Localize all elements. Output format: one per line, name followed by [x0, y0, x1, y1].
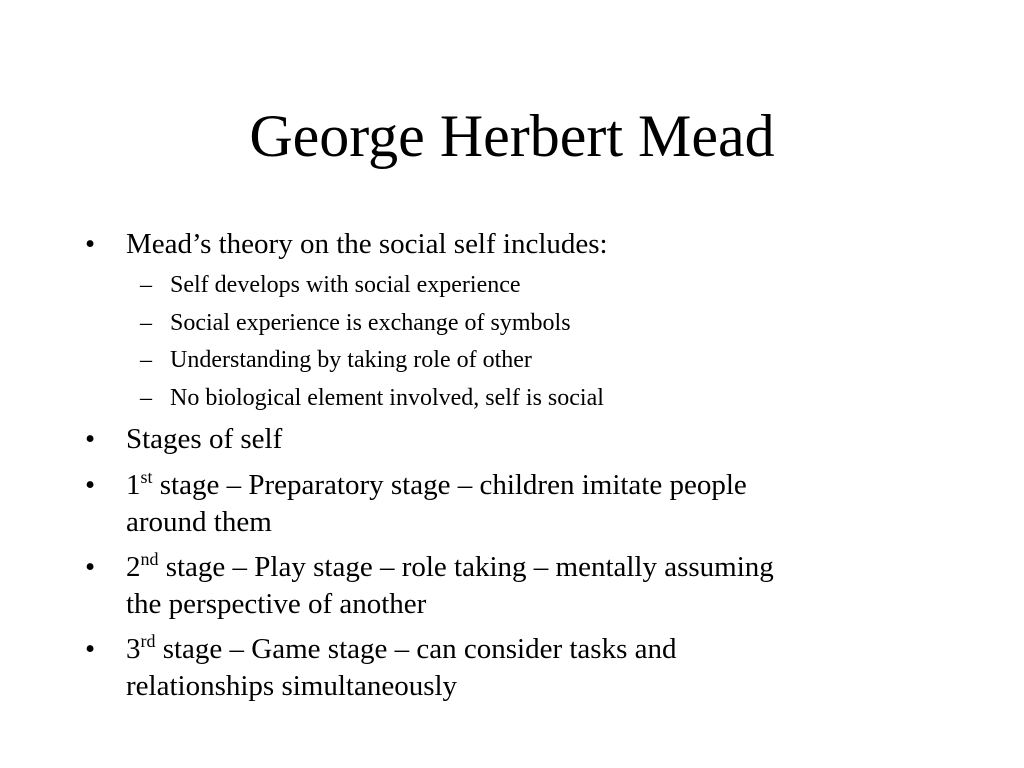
ordinal-number: 2: [126, 551, 141, 583]
bullet-text-line: around them: [126, 506, 272, 538]
sub-bullet-text: Understanding by taking role of other: [170, 347, 532, 373]
sub-bullet-marker: –: [140, 385, 152, 411]
bullet-text-line: stage – Play stage – role taking – mentally assuming: [158, 551, 774, 583]
bullet-text-line: stage – Preparatory stage – children imitate people: [152, 469, 747, 501]
ordinal-suffix: st: [140, 467, 153, 488]
bullet-text: [126, 549, 774, 586]
ordinal-suffix: rd: [140, 631, 156, 652]
bullet-marker: •: [85, 469, 96, 501]
slide-title: George Herbert Mead: [249, 103, 775, 169]
ordinal-number: 3: [126, 633, 141, 665]
sub-bullet-marker: –: [140, 347, 152, 373]
bullet-marker: •: [85, 551, 96, 583]
bullet-text: Mead’s theory on the social self includes:: [126, 228, 608, 260]
bullet-text-line: relationships simultaneously: [126, 670, 458, 702]
bullet-marker: •: [85, 228, 96, 260]
bullet-marker: •: [85, 633, 96, 665]
sub-bullet-text: Self develops with social experience: [170, 272, 521, 298]
ordinal-number: 1: [126, 469, 141, 501]
sub-bullet-marker: –: [140, 310, 152, 336]
bullet-text: [126, 631, 677, 668]
bullet-text-line: stage – Game stage – can consider tasks and: [155, 633, 677, 665]
bullet-marker: •: [85, 423, 96, 455]
ordinal-suffix: nd: [140, 549, 159, 570]
sub-bullet-text: Social experience is exchange of symbols: [170, 310, 571, 336]
sub-bullet-marker: –: [140, 272, 152, 298]
bullet-text: [126, 467, 747, 504]
bullet-text: Stages of self: [126, 423, 283, 455]
sub-bullet-text: No biological element involved, self is social: [170, 385, 604, 411]
bullet-text-line: the perspective of another: [126, 588, 427, 620]
